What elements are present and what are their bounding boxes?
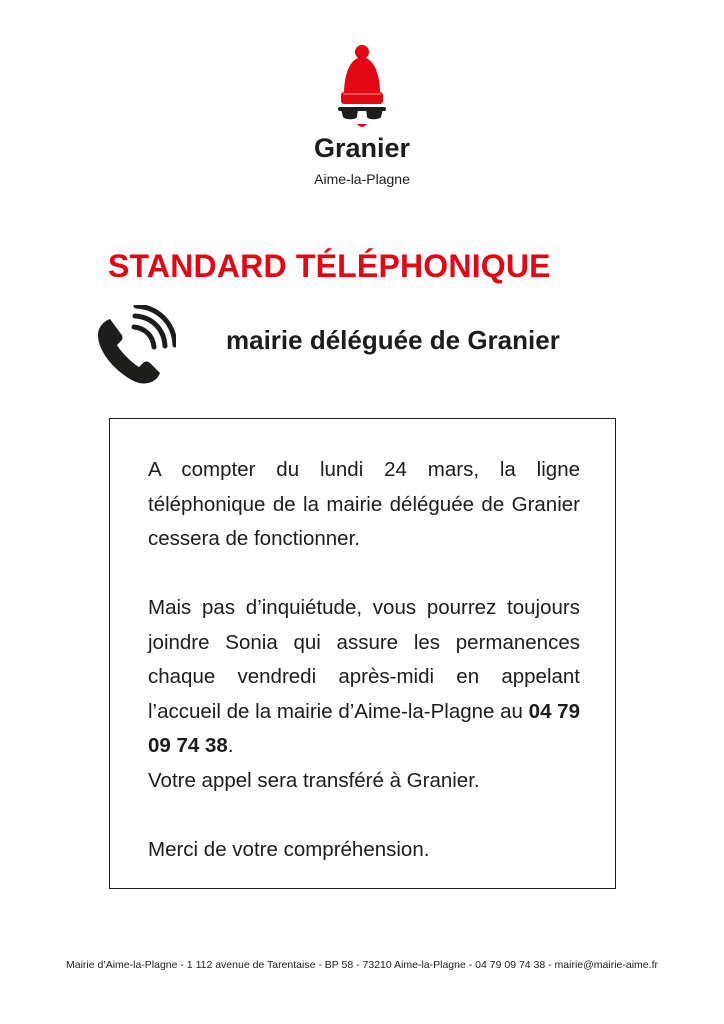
notice-text xyxy=(148,453,580,867)
notice-paragraph-3: Votre appel sera transféré à Granier. xyxy=(148,768,480,792)
phone-ringing-icon xyxy=(94,305,176,387)
notice-box xyxy=(109,418,616,889)
brand-name: Granier xyxy=(313,133,411,163)
notice-paragraph-1: A compter du lundi 24 mars, la ligne téléphonique de la mairie déléguée de Granier cessera de fonctionner. xyxy=(148,458,580,550)
page-subtitle: mairie déléguée de Granier xyxy=(226,325,560,355)
brand-subtitle: Aime-la-Plagne xyxy=(314,171,410,187)
notice-paragraph-4: Merci de votre compréhension. xyxy=(148,837,430,861)
red-beanie-sunglasses-mascot-icon xyxy=(336,44,388,134)
notice-paragraph-2-text: Mais pas d’inquiétude, vous pourrez toujours joindre Sonia qui assure les permanences chaque vendredi après-midi en appelant l’accueil de la mairie d’Aime-la-Plagne au xyxy=(148,596,580,723)
page-title: STANDARD TÉLÉPHONIQUE xyxy=(108,248,551,284)
phone-number: 04 79 09 74 38 xyxy=(148,699,580,757)
notice-paragraph-2-end: . xyxy=(227,734,234,757)
footer-address: Mairie d’Aime-la-Plagne - 1 112 avenue de Tarentaise - BP 58 - 73210 Aime-la-Plagne - 04 79 09 74 38 - mairie@mairie-aime.fr xyxy=(66,959,658,971)
notice-paragraph-2 xyxy=(148,591,580,764)
